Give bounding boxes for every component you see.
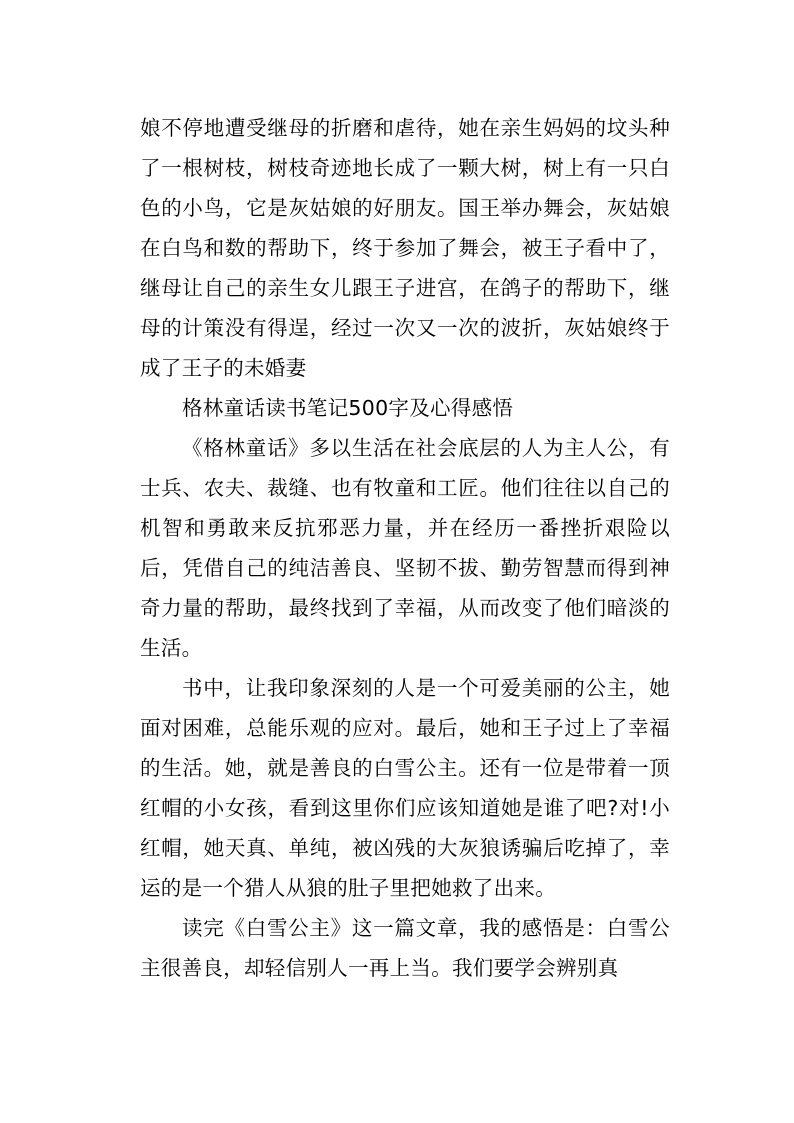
paragraph-grimm-intro: 《格林童话》多以生活在社会底层的人为主人公，有士兵、农夫、裁缝、也有牧童和工匠。他们往往以自己的机智和勇敢来反抗邪恶力量，并在经历一番挫折艰险以后，凭借自己的纯洁善良、坚韧不拔、勤劳智慧而得到神奇力量的帮助，最终找到了幸福，从而改变了他们暗淡的生活。 [140, 436, 670, 660]
paragraph-reflection: 读完《白雪公主》这一篇文章，我的感悟是：白雪公主很善良，却轻信别人一再上当。我们要学会辨别真 [140, 916, 670, 980]
document-body [140, 108, 670, 988]
paragraph-snow-white-red-riding-hood: 书中，让我印象深刻的人是一个可爱美丽的公主，她面对困难，总能乐观的应对。最后，她和王子过上了幸福的生活。她，就是善良的白雪公主。还有一位是带着一顶红帽的小女孩，看到这里你们应该知道她是谁了吧?对!小红帽，她天真、单纯，被凶残的大灰狼诱骗后吃掉了，幸运的是一个猎人从狼的肚子里把她救了出来。 [140, 676, 670, 900]
paragraph-cinderella-continued: 娘不停地遭受继母的折磨和虐待，她在亲生妈妈的坟头种了一根树枝，树枝奇迹地长成了一颗大树，树上有一只白色的小鸟，它是灰姑娘的好朋友。国王举办舞会，灰姑娘在白鸟和数的帮助下，终于参加了舞会，被王子看中了，继母让自己的亲生女儿跟王子进宫，在鸽子的帮助下，继母的计策没有得逞，经过一次又一次的波折，灰姑娘终于成了王子的未婚妻 [140, 116, 670, 380]
section-heading: 格林童话读书笔记500字及心得感悟 [182, 396, 514, 420]
